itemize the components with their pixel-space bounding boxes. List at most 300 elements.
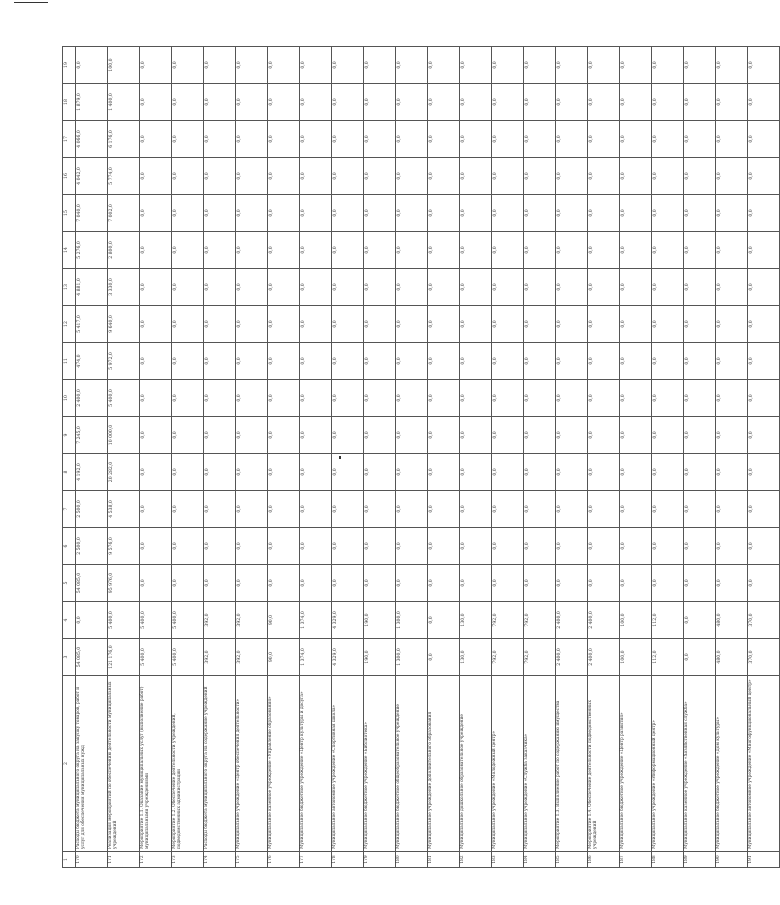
value-cell: 0,0 [492, 491, 524, 528]
value-cell: 392,0 [204, 639, 236, 676]
value-cell: 7 002,0 [108, 195, 140, 232]
value-cell: 0,0 [460, 47, 492, 84]
value-cell: 0,0 [332, 528, 364, 565]
value-cell: 0,0 [332, 232, 364, 269]
value-cell: 90,0 [268, 639, 300, 676]
table-row [652, 47, 684, 868]
value-cell: 0,0 [268, 158, 300, 195]
value-cell: 1 400,0 [108, 84, 140, 121]
table-row [492, 47, 524, 868]
column-number-cell: 16 [63, 158, 76, 195]
value-cell: 9 640,0 [108, 306, 140, 343]
row-index-cell: 181 [428, 852, 460, 868]
value-cell: 0,0 [268, 121, 300, 158]
value-cell: 5 400,0 [172, 639, 204, 676]
value-cell: 0,0 [236, 84, 268, 121]
row-index-cell: 171 [108, 852, 140, 868]
value-cell: 0,0 [396, 343, 428, 380]
value-cell: 0,0 [300, 158, 332, 195]
value-cell: 0,0 [556, 565, 588, 602]
value-cell: 0,0 [396, 417, 428, 454]
value-cell: 0,0 [332, 306, 364, 343]
value-cell: 0,0 [460, 565, 492, 602]
value-cell: 2 400,0 [556, 639, 588, 676]
table-row [204, 47, 236, 868]
value-cell: 0,0 [492, 84, 524, 121]
value-cell: 0,0 [620, 528, 652, 565]
value-cell: 0,0 [588, 528, 620, 565]
value-cell: 0,0 [428, 121, 460, 158]
value-cell: 0,0 [396, 121, 428, 158]
value-cell: 0,0 [524, 121, 556, 158]
value-cell: 4 881,0 [76, 269, 108, 306]
value-cell: 0,0 [460, 195, 492, 232]
row-index-cell: 188 [652, 852, 684, 868]
value-cell: 0,0 [300, 269, 332, 306]
row-index-cell: 190 [716, 852, 748, 868]
value-cell: 0,0 [524, 343, 556, 380]
value-cell: 0,0 [652, 454, 684, 491]
value-cell: 0,0 [556, 343, 588, 380]
value-cell: 0,0 [748, 84, 780, 121]
value-cell: 0,0 [716, 454, 748, 491]
value-cell: 0,0 [140, 269, 172, 306]
value-cell: 0,0 [684, 639, 716, 676]
table-row [108, 47, 140, 868]
row-name-cell: Муниципальное учреждение дополнительного образования [428, 676, 460, 852]
table-row [300, 47, 332, 868]
value-cell: 0,0 [364, 528, 396, 565]
value-cell: 190,0 [364, 602, 396, 639]
value-cell: 0,0 [748, 47, 780, 84]
value-cell: 480,0 [716, 602, 748, 639]
row-index-cell: 185 [556, 852, 588, 868]
value-cell: 112,0 [652, 602, 684, 639]
value-cell: 0,0 [556, 306, 588, 343]
value-cell: 0,0 [172, 195, 204, 232]
value-cell: 0,0 [524, 84, 556, 121]
value-cell: 0,0 [332, 47, 364, 84]
column-number-cell: 12 [63, 306, 76, 343]
value-cell: 0,0 [556, 121, 588, 158]
value-cell: 0,0 [332, 380, 364, 417]
value-cell: 0,0 [428, 84, 460, 121]
value-cell: 0,0 [524, 417, 556, 454]
value-cell: 0,0 [492, 121, 524, 158]
value-cell: 4 538,0 [108, 491, 140, 528]
value-cell: 0,0 [236, 417, 268, 454]
table-row [716, 47, 748, 868]
value-cell: 2 500,0 [76, 528, 108, 565]
value-cell: 0,0 [716, 84, 748, 121]
value-cell: 0,0 [428, 158, 460, 195]
value-cell: 0,0 [268, 84, 300, 121]
value-cell: 0,0 [396, 195, 428, 232]
value-cell: 0,0 [396, 565, 428, 602]
table-row [428, 47, 460, 868]
value-cell: 5 400,0 [140, 639, 172, 676]
table-row [748, 47, 780, 868]
value-cell: 0,0 [236, 232, 268, 269]
row-name-cell: Расходы бюджета муниципального округа на содержание учреждений [204, 676, 236, 852]
value-cell: 0,0 [332, 195, 364, 232]
value-cell: 0,0 [748, 454, 780, 491]
value-cell: 0,0 [332, 565, 364, 602]
value-cell: 0,0 [204, 380, 236, 417]
value-cell: 0,0 [748, 343, 780, 380]
row-index-cell: 189 [684, 852, 716, 868]
value-cell: 0,0 [364, 343, 396, 380]
value-cell: 0,0 [268, 454, 300, 491]
row-name-cell: Муниципальное учреждение «Служба заказчика» [524, 676, 556, 852]
value-cell: 0,0 [204, 232, 236, 269]
table-body [63, 47, 780, 868]
value-cell: 0,0 [460, 269, 492, 306]
row-index-cell: 173 [172, 852, 204, 868]
row-index-cell: 183 [492, 852, 524, 868]
value-cell: 54 085,0 [76, 639, 108, 676]
value-cell: 0,0 [428, 380, 460, 417]
value-cell: 1 374,0 [300, 602, 332, 639]
value-cell: 0,0 [428, 602, 460, 639]
value-cell: 0,0 [524, 491, 556, 528]
value-cell: 0,0 [460, 121, 492, 158]
value-cell: 0,0 [460, 306, 492, 343]
table-row [140, 47, 172, 868]
value-cell: 0,0 [460, 417, 492, 454]
value-cell: 0,0 [652, 84, 684, 121]
value-cell: 0,0 [396, 269, 428, 306]
value-cell: 0,0 [652, 232, 684, 269]
value-cell: 0,0 [332, 121, 364, 158]
value-cell: 0,0 [332, 84, 364, 121]
value-cell: 392,0 [236, 639, 268, 676]
value-cell: 0,0 [172, 343, 204, 380]
value-cell: 2 400,0 [556, 602, 588, 639]
column-number-cell: 3 [63, 639, 76, 676]
value-cell: 0,0 [748, 195, 780, 232]
value-cell: 54 085,0 [76, 565, 108, 602]
column-number-cell: 6 [63, 528, 76, 565]
value-cell: 0,0 [428, 232, 460, 269]
row-index-cell: 174 [204, 852, 236, 868]
value-cell: 0,0 [748, 121, 780, 158]
value-cell: 0,0 [236, 380, 268, 417]
value-cell: 5 400,0 [172, 602, 204, 639]
row-name-cell: Муниципальное дошкольное образовательное учреждение [460, 676, 492, 852]
value-cell: 0,0 [300, 343, 332, 380]
value-cell: 0,0 [300, 380, 332, 417]
value-cell: 0,0 [172, 158, 204, 195]
value-cell: 0,0 [396, 491, 428, 528]
value-cell: 0,0 [620, 47, 652, 84]
value-cell: 0,0 [396, 158, 428, 195]
value-cell: 4 192,0 [76, 454, 108, 491]
row-name-cell: Расходы бюджета муниципального округа на закупку товаров, работ и услуг для обеспечения муниципальных нужд [76, 676, 108, 852]
value-cell: 0,0 [524, 454, 556, 491]
value-cell: 0,0 [428, 417, 460, 454]
value-cell: 0,0 [652, 343, 684, 380]
value-cell: 0,0 [204, 158, 236, 195]
value-cell: 0,0 [236, 343, 268, 380]
value-cell: 5 276,0 [76, 232, 108, 269]
value-cell: 392,0 [204, 602, 236, 639]
value-cell: 0,0 [172, 491, 204, 528]
value-cell: 0,0 [236, 306, 268, 343]
value-cell: 0,0 [588, 565, 620, 602]
column-number-cell: 18 [63, 84, 76, 121]
value-cell: 0,0 [556, 454, 588, 491]
value-cell: 0,0 [428, 528, 460, 565]
value-cell: 0,0 [716, 47, 748, 84]
value-cell: 0,0 [172, 565, 204, 602]
column-number-cell: 19 [63, 47, 76, 84]
value-cell: 5 400,0 [108, 602, 140, 639]
value-cell: 0,0 [620, 565, 652, 602]
value-cell: 0,0 [396, 84, 428, 121]
value-cell: 10 000,0 [108, 417, 140, 454]
value-cell: 0,0 [300, 47, 332, 84]
value-cell: 0,0 [204, 417, 236, 454]
column-number-cell: 1 [63, 852, 76, 868]
value-cell: 0,0 [140, 343, 172, 380]
value-cell: 0,0 [556, 47, 588, 84]
value-cell: 0,0 [268, 47, 300, 84]
value-cell: 0,0 [748, 158, 780, 195]
value-cell: 0,0 [556, 84, 588, 121]
value-cell: 0,0 [236, 565, 268, 602]
value-cell: 0,0 [492, 195, 524, 232]
value-cell: 0,0 [748, 232, 780, 269]
value-cell: 0,0 [460, 84, 492, 121]
column-number-cell: 14 [63, 232, 76, 269]
value-cell: 0,0 [492, 417, 524, 454]
value-cell: 0,0 [652, 417, 684, 454]
value-cell: 0,0 [364, 380, 396, 417]
budget-table [62, 46, 780, 868]
value-cell: 0,0 [460, 380, 492, 417]
row-index-cell: 180 [396, 852, 428, 868]
value-cell: 0,0 [556, 491, 588, 528]
value-cell: 0,0 [716, 306, 748, 343]
value-cell: 0,0 [652, 195, 684, 232]
value-cell: 0,0 [556, 158, 588, 195]
value-cell: 792,0 [492, 639, 524, 676]
value-cell: 190,0 [364, 639, 396, 676]
value-cell: 0,0 [524, 380, 556, 417]
value-cell: 0,0 [620, 491, 652, 528]
value-cell: 0,0 [172, 84, 204, 121]
value-cell: 2 400,0 [588, 602, 620, 639]
value-cell: 0,0 [428, 343, 460, 380]
column-number-cell: 8 [63, 454, 76, 491]
value-cell: 0,0 [428, 269, 460, 306]
value-cell: 0,0 [588, 84, 620, 121]
value-cell: 0,0 [172, 380, 204, 417]
value-cell: 0,0 [268, 528, 300, 565]
value-cell: 0,0 [332, 454, 364, 491]
value-cell: 0,0 [140, 454, 172, 491]
value-cell: 0,0 [300, 84, 332, 121]
value-cell: 0,0 [684, 195, 716, 232]
value-cell: 0,0 [140, 121, 172, 158]
row-name-cell: Муниципальное бюджетное учреждение «Центр развития» [620, 676, 652, 852]
value-cell: 0,0 [236, 269, 268, 306]
value-cell: 0,0 [492, 343, 524, 380]
value-cell: 0,0 [620, 269, 652, 306]
value-cell: 0,0 [716, 232, 748, 269]
value-cell: 0,0 [716, 269, 748, 306]
value-cell: 0,0 [300, 528, 332, 565]
value-cell: 0,0 [428, 491, 460, 528]
value-cell: 0,0 [588, 158, 620, 195]
value-cell: 0,0 [620, 343, 652, 380]
value-cell: 0,0 [300, 121, 332, 158]
value-cell: 0,0 [652, 47, 684, 84]
value-cell: 0,0 [716, 158, 748, 195]
value-cell: 0,0 [588, 195, 620, 232]
value-cell: 0,0 [620, 454, 652, 491]
value-cell: 0,0 [332, 491, 364, 528]
column-number-cell: 11 [63, 343, 76, 380]
value-cell: 0,0 [140, 380, 172, 417]
value-cell: 0,0 [300, 565, 332, 602]
value-cell: 0,0 [364, 158, 396, 195]
value-cell: 0,0 [236, 454, 268, 491]
row-name-cell: Муниципальное бюджетное общеобразовательное учреждение [396, 676, 428, 852]
row-index-cell: 186 [588, 852, 620, 868]
value-cell: 0,0 [460, 528, 492, 565]
value-cell: 0,0 [204, 269, 236, 306]
value-cell: 0,0 [652, 380, 684, 417]
column-number-cell: 5 [63, 565, 76, 602]
value-cell: 0,0 [684, 454, 716, 491]
value-cell: 0,0 [268, 565, 300, 602]
row-name-cell: Муниципальное казенное учреждение «Хозяйственная служба» [684, 676, 716, 852]
table-row [236, 47, 268, 868]
value-cell: 0,0 [684, 158, 716, 195]
value-cell: 0,0 [236, 121, 268, 158]
value-cell: 0,0 [204, 121, 236, 158]
value-cell: 0,0 [268, 491, 300, 528]
value-cell: 0,0 [716, 528, 748, 565]
value-cell: 0,0 [396, 306, 428, 343]
value-cell: 0,0 [492, 306, 524, 343]
value-cell: 0,0 [236, 528, 268, 565]
value-cell: 0,0 [140, 84, 172, 121]
value-cell: 0,0 [620, 306, 652, 343]
value-cell: 0,0 [204, 84, 236, 121]
value-cell: 0,0 [588, 47, 620, 84]
value-cell: 0,0 [492, 158, 524, 195]
value-cell: 0,0 [492, 528, 524, 565]
value-cell: 0,0 [428, 47, 460, 84]
row-index-cell: 179 [364, 852, 396, 868]
value-cell: 0,0 [172, 269, 204, 306]
value-cell: 3 330,0 [108, 269, 140, 306]
value-cell: 0,0 [332, 417, 364, 454]
table-row [460, 47, 492, 868]
value-cell: 0,0 [332, 343, 364, 380]
value-cell: 9 576,0 [108, 528, 140, 565]
row-name-cell: Реализация мероприятий по обеспечению деятельности муниципальных учреждений [108, 676, 140, 852]
value-cell: 0,0 [76, 602, 108, 639]
value-cell: 5 400,0 [140, 602, 172, 639]
table-row [76, 47, 108, 868]
value-cell: 0,0 [620, 232, 652, 269]
row-name-cell: Муниципальное автономное учреждение «Многофункциональный центр» [748, 676, 780, 852]
value-cell: 0,0 [524, 269, 556, 306]
value-cell: 792,0 [524, 602, 556, 639]
value-cell: 370,0 [748, 639, 780, 676]
value-cell: 2 800,0 [108, 232, 140, 269]
value-cell: 0,0 [236, 491, 268, 528]
value-cell: 5 400,0 [108, 380, 140, 417]
column-number-cell: 15 [63, 195, 76, 232]
row-name-cell: Муниципальное казенное учреждение «Управление образования» [268, 676, 300, 852]
value-cell: 0,0 [556, 232, 588, 269]
value-cell: 5 417,0 [76, 306, 108, 343]
row-index-cell: 177 [300, 852, 332, 868]
value-cell: 0,0 [716, 417, 748, 454]
value-cell: 2 500,0 [76, 491, 108, 528]
value-cell: 0,0 [396, 47, 428, 84]
value-cell: 0,0 [748, 528, 780, 565]
value-cell: 0,0 [268, 306, 300, 343]
value-cell: 0,0 [140, 195, 172, 232]
value-cell: 0,0 [428, 306, 460, 343]
value-cell: 0,0 [396, 528, 428, 565]
value-cell: 0,0 [396, 454, 428, 491]
row-index-cell: 184 [524, 852, 556, 868]
value-cell: 0,0 [684, 84, 716, 121]
value-cell: 0,0 [332, 158, 364, 195]
table-row [588, 47, 620, 868]
row-index-cell: 182 [460, 852, 492, 868]
value-cell: 0,0 [428, 565, 460, 602]
value-cell: 0,0 [364, 306, 396, 343]
value-cell: 130,0 [460, 602, 492, 639]
value-cell: 130,0 [460, 639, 492, 676]
row-index-cell: 175 [236, 852, 268, 868]
value-cell: 0,0 [556, 417, 588, 454]
column-number-cell: 2 [63, 676, 76, 852]
value-cell: 1 300,0 [396, 602, 428, 639]
value-cell: 0,0 [364, 417, 396, 454]
row-name-cell: Муниципальное учреждение «Центр обеспечения деятельности» [236, 676, 268, 852]
value-cell: 0,0 [492, 269, 524, 306]
value-cell: 0,0 [620, 195, 652, 232]
value-cell: 100,0 [620, 602, 652, 639]
value-cell: 0,0 [684, 232, 716, 269]
value-cell: 0,0 [140, 158, 172, 195]
value-cell: 0,0 [364, 47, 396, 84]
value-cell: 0,0 [684, 491, 716, 528]
value-cell: 0,0 [684, 47, 716, 84]
value-cell: 0,0 [492, 47, 524, 84]
value-cell: 0,0 [588, 454, 620, 491]
value-cell: 0,0 [428, 454, 460, 491]
value-cell: 0,0 [172, 417, 204, 454]
value-cell: 0,0 [300, 454, 332, 491]
value-cell: 0,0 [716, 491, 748, 528]
value-cell: 0,0 [652, 158, 684, 195]
value-cell: 0,0 [620, 417, 652, 454]
row-name-cell: Мероприятие 1.4. Обеспечение деятельности подведомственных учреждений [588, 676, 620, 852]
value-cell: 4 329,0 [332, 639, 364, 676]
value-cell: 0,0 [684, 121, 716, 158]
value-cell: 0,0 [652, 121, 684, 158]
